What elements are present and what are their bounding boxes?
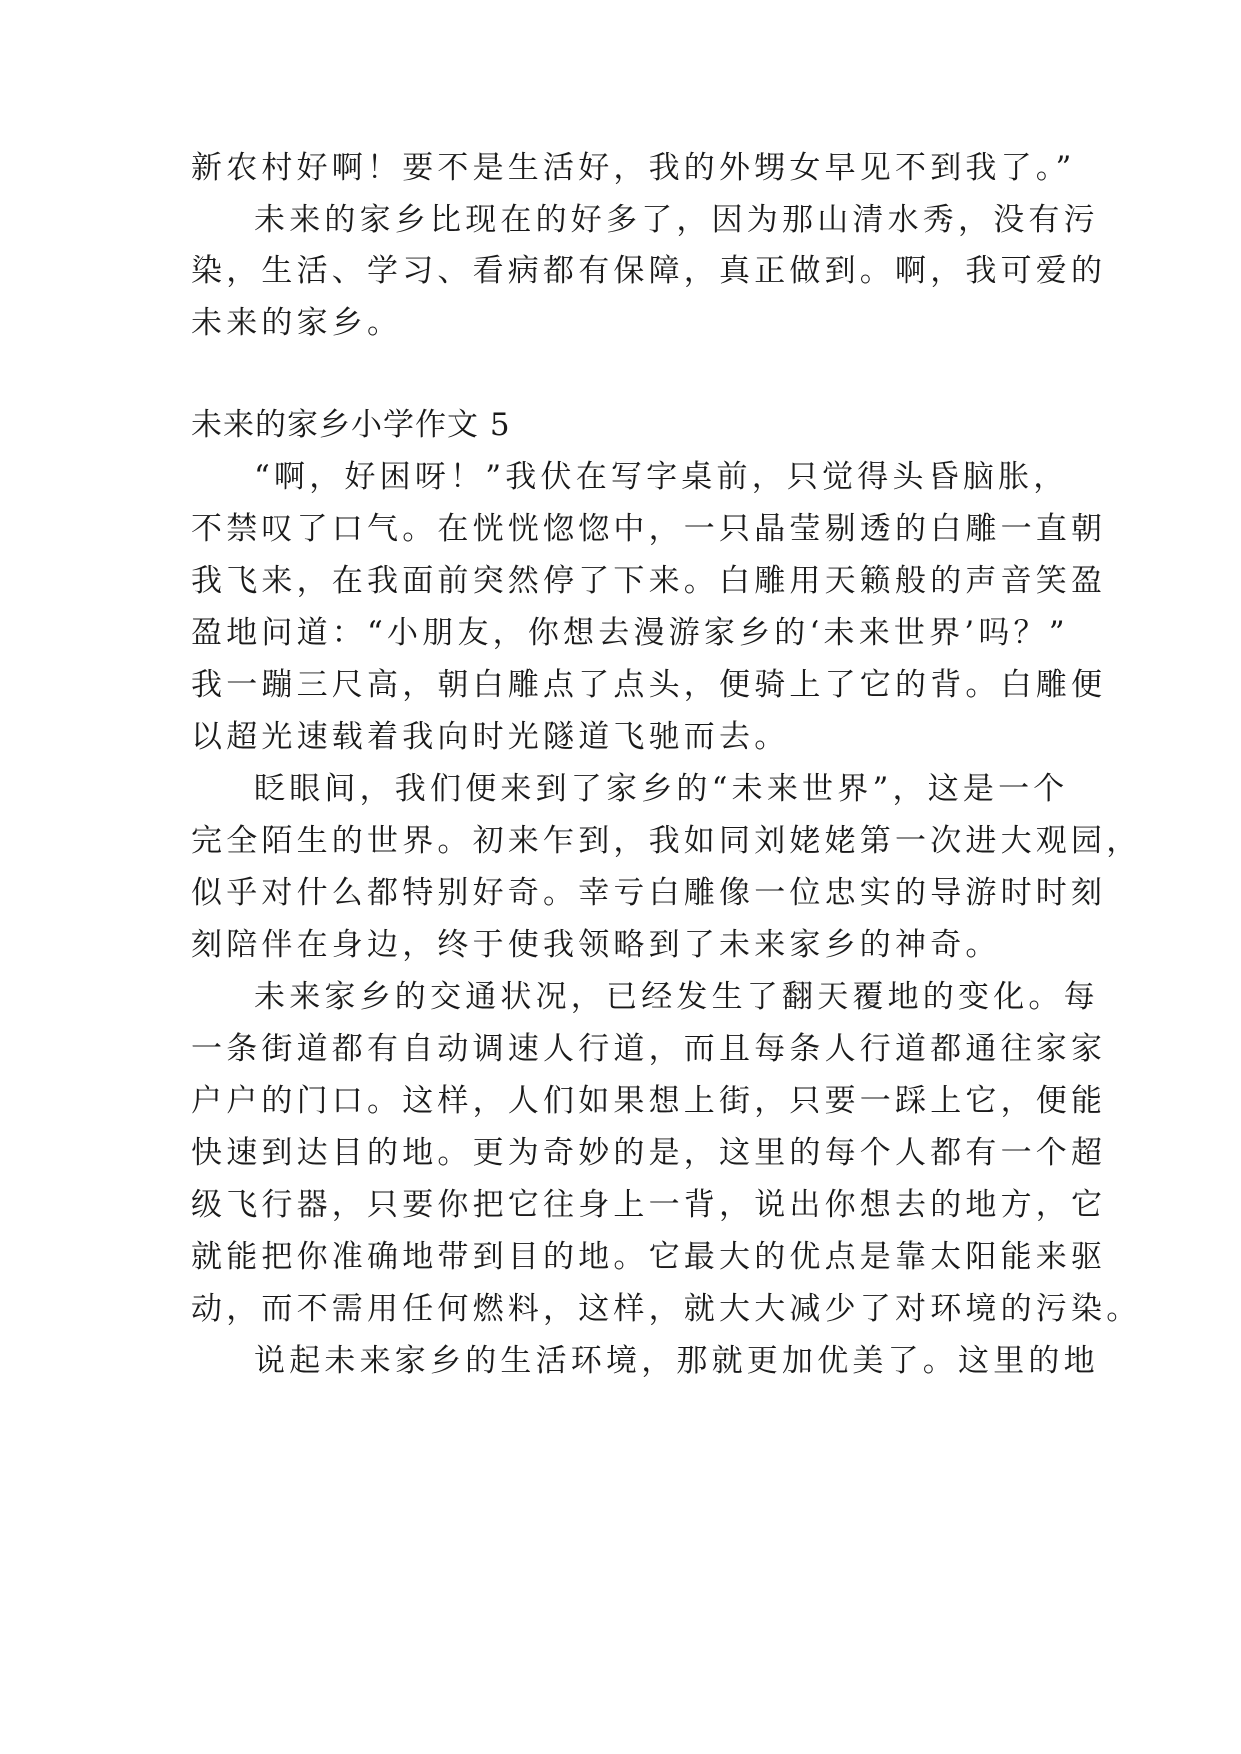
text-line: 似乎对什么都特别好奇。幸亏白雕像一位忠实的导游时时刻 [191,875,1107,911]
text-line: 一条街道都有自动调速人行道，而且每条人行道都通往家家 [191,1031,1107,1067]
text-line: 级飞行器，只要你把它往身上一背，说出你想去的地方，它 [191,1187,1107,1223]
text-line: 不禁叹了口气。在恍恍惚惚中，一只晶莹剔透的白雕一直朝 [191,511,1107,547]
paragraph-start-line: “啊，好困呀！”我伏在写字桌前，只觉得头昏脑胀， [254,459,1069,495]
text-line: 染，生活、学习、看病都有保障，真正做到。啊，我可爱的 [191,253,1107,289]
paragraph-start-line: 未来的家乡比现在的好多了，因为那山清水秀，没有污 [254,202,1099,238]
text-line: 户户的门口。这样，人们如果想上街，只要一踩上它，便能 [191,1083,1107,1119]
text-line: 我一蹦三尺高，朝白雕点了点头，便骑上了它的背。白雕便 [191,667,1107,703]
text-line: 以超光速载着我向时光隧道飞驰而去。 [191,719,790,755]
text-line: 动，而不需用任何燃料，这样，就大大减少了对环境的污染。 [191,1291,1142,1327]
text-line: 新农村好啊！要不是生活好，我的外甥女早见不到我了。” [191,150,1076,186]
paragraph-start-line: 说起未来家乡的生活环境，那就更加优美了。这里的地 [254,1343,1099,1379]
text-line: 就能把你准确地带到目的地。它最大的优点是靠太阳能来驱 [191,1239,1107,1275]
text-line: 快速到达目的地。更为奇妙的是，这里的每个人都有一个超 [191,1135,1107,1171]
paragraph-start-line: 未来家乡的交通状况，已经发生了翻天覆地的变化。每 [254,979,1099,1015]
text-line: 盈地问道：“小朋友，你想去漫游家乡的‘未来世界’吗？” [191,615,1069,651]
text-line: 我飞来，在我面前突然停了下来。白雕用天籁般的声音笑盈 [191,563,1107,599]
section-heading: 未来的家乡小学作文 5 [191,407,511,443]
text-line: 未来的家乡。 [191,305,403,341]
text-line: 完全陌生的世界。初来乍到，我如同刘姥姥第一次进大观园， [191,823,1142,859]
paragraph-start-line: 眨眼间，我们便来到了家乡的“未来世界”，这是一个 [254,771,1069,807]
text-line: 刻陪伴在身边，终于使我领略到了未来家乡的神奇。 [191,927,1001,963]
